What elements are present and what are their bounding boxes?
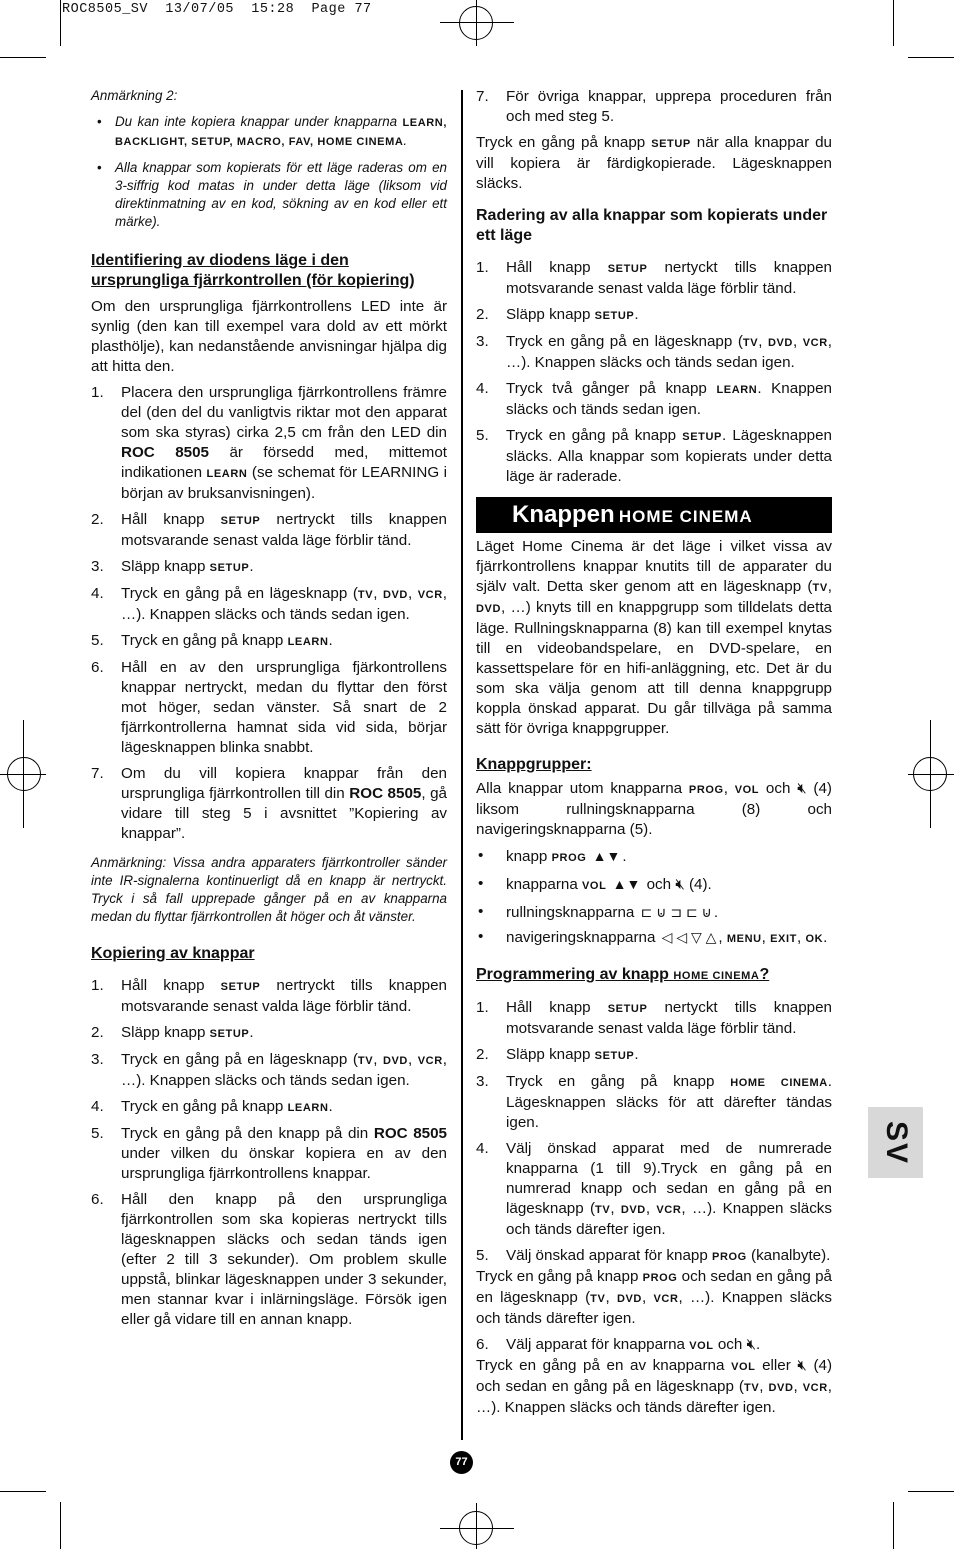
language-tab: SV xyxy=(868,1107,923,1178)
ident-intro: Om den ursprungliga fjärrkontrollens LED inte är synlig (den kan till exempel vara dold av ett mörkt plasthölje), kan nedanstående anvisningar hjälpa dig att hitta den. xyxy=(91,298,447,375)
prog5-after: Tryck en gång på knapp PROG och sedan en gång på en lägesknapp (TV, DVD, VCR, …). Knappen släcks och tänds därefter igen. xyxy=(476,1268,832,1327)
after-copy-text: Tryck en gång på knapp SETUP när alla knappar du vill kopiera är färdigkopierade. Lägesknappen släcks. xyxy=(476,134,832,192)
scroll-buttons-icon: ⊏ ⊍ ⊐ ⊏ ⊍ xyxy=(640,904,712,920)
mute-icon: 🔇︎ xyxy=(746,1336,757,1353)
copy-steps xyxy=(91,976,447,1330)
note2-bullet-2: • Alla knappar som kopierats för ett läge raderas om en 3-siffrig kod matas in under detta läge (liksom vid direktinmatning av en kod, sökning av en kod eller ett märke). xyxy=(91,159,447,231)
list-item: 1. Håll knapp SETUP nertyckt tills knappen motsvarande senast valda läge förblir tänd. xyxy=(476,259,832,297)
up-down-arrows-icon: ▲▼ xyxy=(592,848,621,864)
list-item: 4. Tryck två gånger på knapp LEARN. Knappen släcks och tänds sedan igen. xyxy=(476,380,832,418)
list-item: 5. Välj önskad apparat för knapp PROG (kanalbyte). xyxy=(476,1247,831,1264)
home-cinema-title-bar: Knappen HOME CINEMA xyxy=(476,497,832,533)
mute-icon: 🔇︎ xyxy=(675,876,685,893)
list-item: 6. Håll den knapp på den ursprungliga fjärrkontrollen som ska kopieras nertryckt tills lägesknappen släcks och sedan tänds igen (efter 2 till 3 sekunder). Om problem skulle uppstå, blinkar lägesknappen under 3 sekunder, men stannar kvar i inlärningsläge. Försök igen eller gå vidare till en annan knapp. xyxy=(91,1191,447,1328)
crop-mark xyxy=(60,1502,61,1549)
groups-intro: Alla knappar utom knapparna PROG, VOL och 🔇︎ (4) liksom rullningsknapparna (8) och navigeringsknapparna (5). xyxy=(476,780,832,838)
print-header: ROC8505_SV 13/07/05 15:28 Page 77 xyxy=(62,2,372,17)
crop-mark xyxy=(908,1491,954,1492)
list-item: 3. Tryck en gång på en lägesknapp (TV, DVD, VCR, …). Knappen släcks och tänds sedan igen. xyxy=(91,1051,447,1089)
home-cinema-intro: Läget Home Cinema är det läge i vilket vissa av fjärrkontrollens knappar knutits till de apparater du själv valt. Detta sker genom att en lägesknapp (TV, DVD, …) knyts till en knappgrupp som tilldelats detta läge. Rullningsknapparna (8) kan till exempel knytas till en videobandspelare, en DVD-spelare, en kassettspelare för en hifi-anläggning, etc. Det är du som ska välja genom att till denna knappgrupp koppla önskad apparat. Du går tillväga på samma sätt för övriga knappgrupper. xyxy=(476,538,832,737)
list-item: 2. Håll knapp SETUP nertryckt tills knappen motsvarande senast valda läge förblir tänd. xyxy=(91,511,447,549)
registration-line xyxy=(476,1503,477,1549)
list-item: 3. Släpp knapp SETUP. xyxy=(91,558,254,575)
erase-heading: Radering av alla knappar som kopierats under ett läge xyxy=(476,207,828,244)
note2-label: Anmärkning 2: xyxy=(91,88,178,103)
copy-heading: Kopiering av knappar xyxy=(91,945,255,962)
registration-line xyxy=(440,1528,514,1529)
up-down-arrows-icon: ▲▼ xyxy=(612,876,641,892)
registration-line xyxy=(908,774,954,775)
list-item: 2. Släpp knapp SETUP. xyxy=(476,1046,639,1063)
navigation-buttons-icon: ◁ ◁ ▽ △ xyxy=(661,929,717,945)
list-item: 4. Tryck en gång på en lägesknapp (TV, DVD, VCR, …). Knappen släcks och tänds sedan igen. xyxy=(91,585,447,623)
list-item: 5. Tryck en gång på knapp SETUP. Lägesknappen släcks. Alla knappar som kopierats under detta läge är raderade. xyxy=(476,427,832,485)
left-column xyxy=(91,87,447,1330)
prog-steps xyxy=(476,998,832,1267)
list-item: • knapparna VOL ▲▼ och 🔇︎ (4). xyxy=(476,874,832,896)
registration-line xyxy=(0,774,46,775)
prog-heading: Programmering av knapp HOME CINEMA? xyxy=(476,966,770,983)
crop-mark xyxy=(60,0,61,46)
right-column xyxy=(476,87,832,1418)
crop-mark xyxy=(908,57,954,58)
list-item: 7. Om du vill kopiera knappar från den ursprungliga fjärrkontrollen till din ROC 8505, gå vidare till steg 5 i avsnittet ”Kopiering av knappar”. xyxy=(91,765,447,842)
list-item: 6. Håll en av den ursprungliga fjärkontrollens knappar nertryckt, medan du flyttar den först mot höger, sedan vänster. Så snart de 2 fjärrkontrollerna hamnat sida vid sida, börjar lägesknappen blinka snabbt. xyxy=(91,659,447,756)
registration-line xyxy=(476,0,477,46)
list-item: 1. Håll knapp SETUP nertryckt tills knappen motsvarande senast valda läge förblir tänd. xyxy=(91,977,447,1015)
list-item: 2. Släpp knapp SETUP. xyxy=(91,1024,254,1041)
list-item: 4. Tryck en gång på knapp LEARN. xyxy=(91,1098,333,1115)
erase-steps xyxy=(476,258,832,487)
column-divider xyxy=(461,90,463,1440)
list-item: 5. Tryck en gång på knapp LEARN. xyxy=(91,632,333,649)
crop-mark xyxy=(893,1502,894,1549)
mute-icon: 🔇︎ xyxy=(797,780,807,797)
ident-steps xyxy=(91,383,447,844)
registration-line xyxy=(440,22,514,23)
mute-icon: 🔇︎ xyxy=(797,1357,807,1374)
list-item: 1. Placera den ursprungliga fjärrkontrollens främre del (den del du vanligtvis riktar mot den apparat som ska styras) cirka 2,5 cm från den LED din ROC 8505 är försedd med, mittemot indikationen LEARN (se schemat för LEARNING i början av bruksanvisningen). xyxy=(91,384,447,502)
list-item: 2. Släpp knapp SETUP. xyxy=(476,306,639,323)
ident-heading: Identifiering av diodens läge i den ursprungliga fjärrkontrollen (för kopiering) xyxy=(91,252,415,289)
note2-bullet-1: • Du kan inte kopiera knappar under knapparna LEARN, BACKLIGHT, SETUP, MACRO, FAV, HOME CINEMA. xyxy=(91,113,447,151)
list-item: 3. Tryck en gång på knapp HOME CINEMA. Lägesknappen släcks för att därefter tändas igen. xyxy=(476,1073,832,1131)
list-item: 1. Håll knapp SETUP nertyckt tills knappen motsvarande senast valda läge förblir tänd. xyxy=(476,999,832,1037)
list-item: 7. För övriga knappar, upprepa proceduren från och med steg 5. xyxy=(476,88,832,125)
list-item: • knapp PROG ▲▼ . xyxy=(476,846,832,868)
list-item: • rullningsknapparna ⊏ ⊍ ⊐ ⊏ ⊍ . xyxy=(476,902,832,923)
groups-heading: Knappgrupper: xyxy=(476,756,592,773)
note-other: Anmärkning: Vissa andra apparaters fjärrkontroller sänder inte IR-signalerna kontinuerligt då en knapp är nertryckt. Tryck i så fall upprepade gånger på en av knapparna medan du flyttar fjärrkontrollen åt höger och åt vänster. xyxy=(91,855,447,924)
crop-mark xyxy=(0,57,46,58)
list-item: 4. Välj önskad apparat med de numrerade knapparna (1 till 9).Tryck en gång på en numrerad knapp och sedan en gång på en lägesknapp (TV, DVD, VCR, …). Knappen släcks och tänds därefter igen. xyxy=(476,1140,832,1238)
list-item: • navigeringsknapparna ◁ ◁ ▽ △ , MENU, EXIT, OK. xyxy=(476,929,832,947)
crop-mark xyxy=(0,1491,46,1492)
crop-mark xyxy=(893,0,894,46)
page-number: 77 xyxy=(450,1451,473,1474)
list-item: 6. Välj apparat för knapparna VOL och 🔇︎. xyxy=(476,1336,761,1353)
list-item: 5. Tryck en gång på den knapp på din ROC 8505 under vilken du önskar kopiera en av den ursprungliga fjärrkontrollens knappar. xyxy=(91,1125,447,1182)
groups-bullets xyxy=(476,846,832,947)
final-text: Tryck en gång på en av knapparna VOL eller 🔇︎ (4) och sedan en gång på en lägesknapp (TV, DVD, VCR, …). Knappen släcks och tänds därefter igen. xyxy=(476,1357,833,1416)
list-item: 3. Tryck en gång på en lägesknapp (TV, DVD, VCR, …). Knappen släcks och tänds sedan igen. xyxy=(476,333,832,371)
